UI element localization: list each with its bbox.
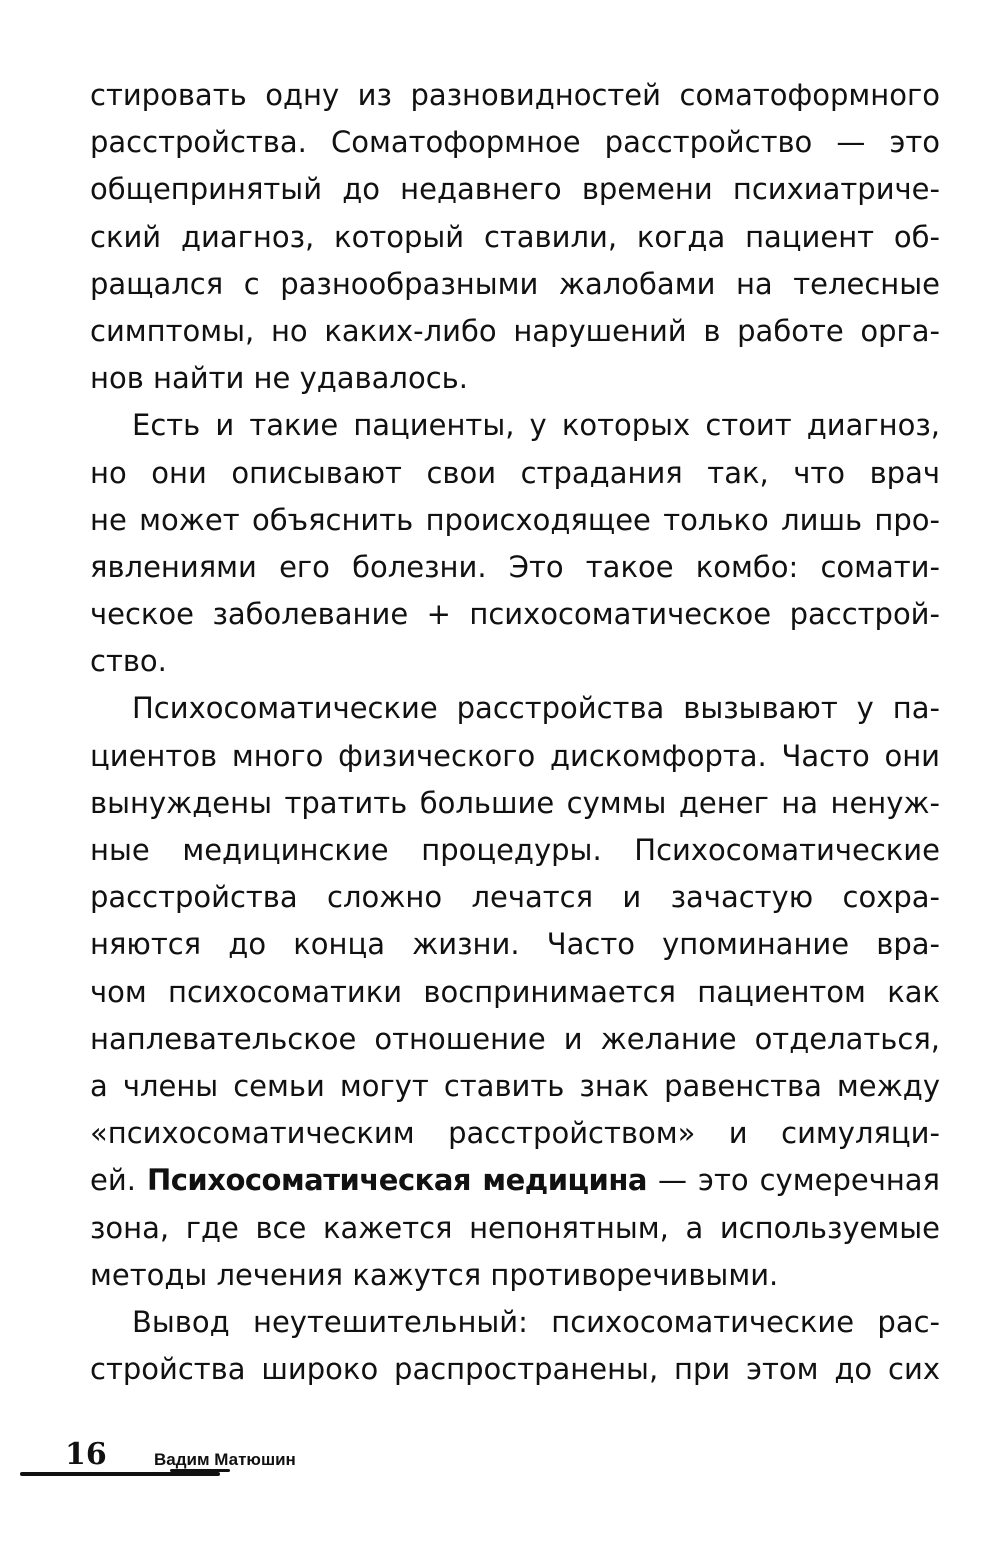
paragraph-4 bbox=[90, 1299, 940, 1393]
highlighted-term: Психосоматическая медицина bbox=[146, 1163, 647, 1198]
author-name: Вадим Матюшин bbox=[154, 1450, 296, 1469]
text-line: ные медицинские процедуры. Психосоматические bbox=[90, 833, 940, 867]
footer-rule bbox=[20, 1472, 220, 1476]
term-line-before: ей. bbox=[90, 1163, 147, 1198]
paragraph-1 bbox=[90, 72, 940, 402]
text-line: чом психосоматики воспринимается пациентом как bbox=[90, 974, 940, 1009]
text-line: наплевательское отношение и желание отделаться, bbox=[90, 1021, 940, 1056]
text-line: «психосоматическим расстройством» и симуляци- bbox=[90, 1116, 940, 1151]
body-text bbox=[90, 72, 940, 1393]
text-line: но они описывают свои страдания так, что врач bbox=[90, 455, 940, 490]
text-line: методы лечения кажутся противоречивыми. bbox=[90, 1257, 779, 1292]
text-line: симптомы, но каких-либо нарушений в работе орга- bbox=[90, 313, 940, 348]
term-line-after: — это сумеречная bbox=[646, 1163, 940, 1198]
text-line: Психосоматические расстройства вызывают у па- bbox=[132, 691, 940, 726]
text-line: явлениями его болезни. Это такое комбо: сомати- bbox=[90, 549, 940, 584]
text-line: ращался с разнообразными жалобами на телесные bbox=[90, 266, 940, 301]
text-line: стройства широко распространены, при этом до сих bbox=[90, 1352, 940, 1387]
text-line: стировать одну из разновидностей соматоформного bbox=[90, 78, 940, 112]
text-line: циентов много физического дискомфорта. Часто они bbox=[90, 738, 940, 773]
text-line: расстройства. Соматоформное расстройство — это bbox=[90, 125, 940, 160]
text-line: няются до конца жизни. Часто упоминание вра- bbox=[90, 927, 940, 962]
text-line: расстройства сложно лечатся и зачастую сохра- bbox=[90, 880, 940, 915]
text-line: а члены семьи могут ставить знак равенства между bbox=[90, 1068, 940, 1103]
text-line: ский диагноз, который ставили, когда пациент об- bbox=[90, 219, 940, 254]
text-line: Есть и такие пациенты, у которых стоит диагноз, bbox=[132, 408, 940, 443]
text-line: общепринятый до недавнего времени психиатриче- bbox=[90, 172, 940, 207]
text-line: зона, где все кажется непонятным, а используемые bbox=[90, 1210, 940, 1245]
text-line: вынуждены тратить большие суммы денег на ненуж- bbox=[90, 785, 940, 820]
text-line: Вывод неутешительный: психосоматические рас- bbox=[132, 1304, 940, 1339]
paragraph-3 bbox=[90, 685, 940, 1298]
text-line: ческое заболевание + психосоматическое расстрой- bbox=[90, 597, 940, 632]
text-line: ство. bbox=[90, 644, 167, 679]
page-number: 16 bbox=[65, 1437, 107, 1472]
footer-rule-tail bbox=[170, 1469, 230, 1472]
paragraph-2 bbox=[90, 402, 940, 685]
text-line: нов найти не удавалось. bbox=[90, 361, 468, 396]
text-line-with-term bbox=[90, 1157, 940, 1204]
page-footer bbox=[20, 1434, 420, 1494]
text-line: не может объяснить происходящее только лишь про- bbox=[90, 502, 940, 537]
